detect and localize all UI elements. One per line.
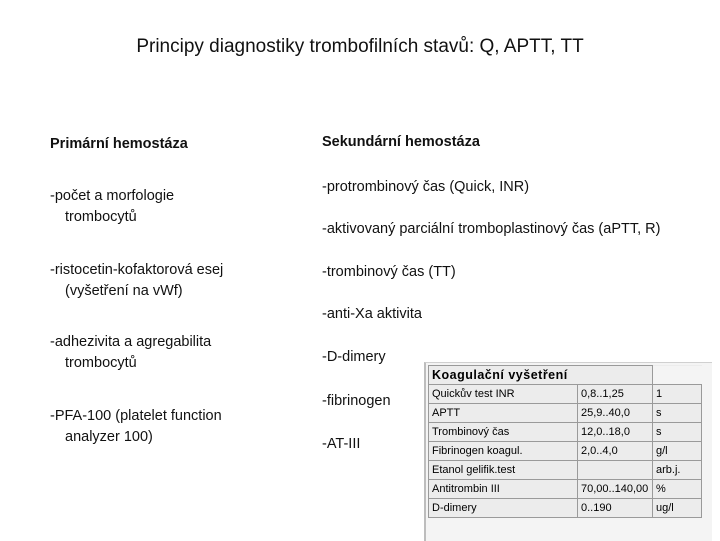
table-row [429,461,702,480]
table-row [429,480,702,499]
list-item-line: -ristocetin-kofaktorová esej [50,262,224,278]
list-item-platelet-count [50,186,174,228]
table-cell: s [653,404,702,423]
table-row [429,404,702,423]
table-cell: 12,0..18,0 [578,423,653,442]
list-item-line: -počet a morfologie [50,188,175,204]
list-item-line: trombocytů [65,209,137,226]
table-cell: 2,0..4,0 [578,442,653,461]
list-item-pfa100 [50,406,222,448]
list-item: -fibrinogen [322,393,391,409]
table-cell: 0..190 [578,499,653,518]
table-cell: D-dimery [429,499,578,518]
table-cell: Etanol gelifik.test [429,461,578,480]
table-cell: Quickův test INR [429,385,578,404]
primary-hemostasis-column [50,0,310,540]
slide-title: Principy diagnostiky trombofilních stavů: Q, APTT, TT [136,36,584,57]
list-item: -aktivovaný parciální tromboplastinový čas (aPTT, R) [322,221,661,237]
secondary-hemostasis-heading: Sekundární hemostáza [322,134,480,150]
list-item-line: analyzer 100) [65,429,153,446]
table-cell: APTT [429,404,578,423]
table-cell: g/l [653,442,702,461]
table-cell [653,366,702,385]
table-cell: Fibrinogen koagul. [429,442,578,461]
list-item: -D-dimery [322,349,386,365]
table-cell: arb.j. [653,461,702,480]
table-header-row [429,366,702,385]
table-cell: % [653,480,702,499]
primary-hemostasis-heading: Primární hemostáza [50,136,188,152]
list-item: -trombinový čas (TT) [322,264,456,280]
list-item-line: -adhezivita a agregabilita [50,334,212,350]
table-cell: Antitrombin III [429,480,578,499]
table-row [429,423,702,442]
coagulation-lab-table [428,365,702,518]
table-row [429,442,702,461]
list-item: -protrombinový čas (Quick, INR) [322,179,530,195]
table-cell: 70,00..140,00 [578,480,653,499]
table-cell: 25,9..40,0 [578,404,653,423]
list-item-line: -PFA-100 (platelet function [50,408,222,424]
table-cell: Trombinový čas [429,423,578,442]
table-cell: ug/l [653,499,702,518]
list-item-line: (vyšetření na vWf) [65,283,183,300]
list-item: -AT-III [322,436,361,452]
list-item-ristocetin [50,260,223,302]
table-cell: 0,8..1,25 [578,385,653,404]
table-header: Koagulační vyšetření [429,366,653,385]
table-cell: s [653,423,702,442]
table-cell [578,461,653,480]
table-cell: 1 [653,385,702,404]
table-row [429,385,702,404]
list-item-line: trombocytů [65,355,137,372]
list-item: -anti-Xa aktivita [322,306,422,322]
table-row [429,499,702,518]
list-item-adhesivity [50,332,211,374]
